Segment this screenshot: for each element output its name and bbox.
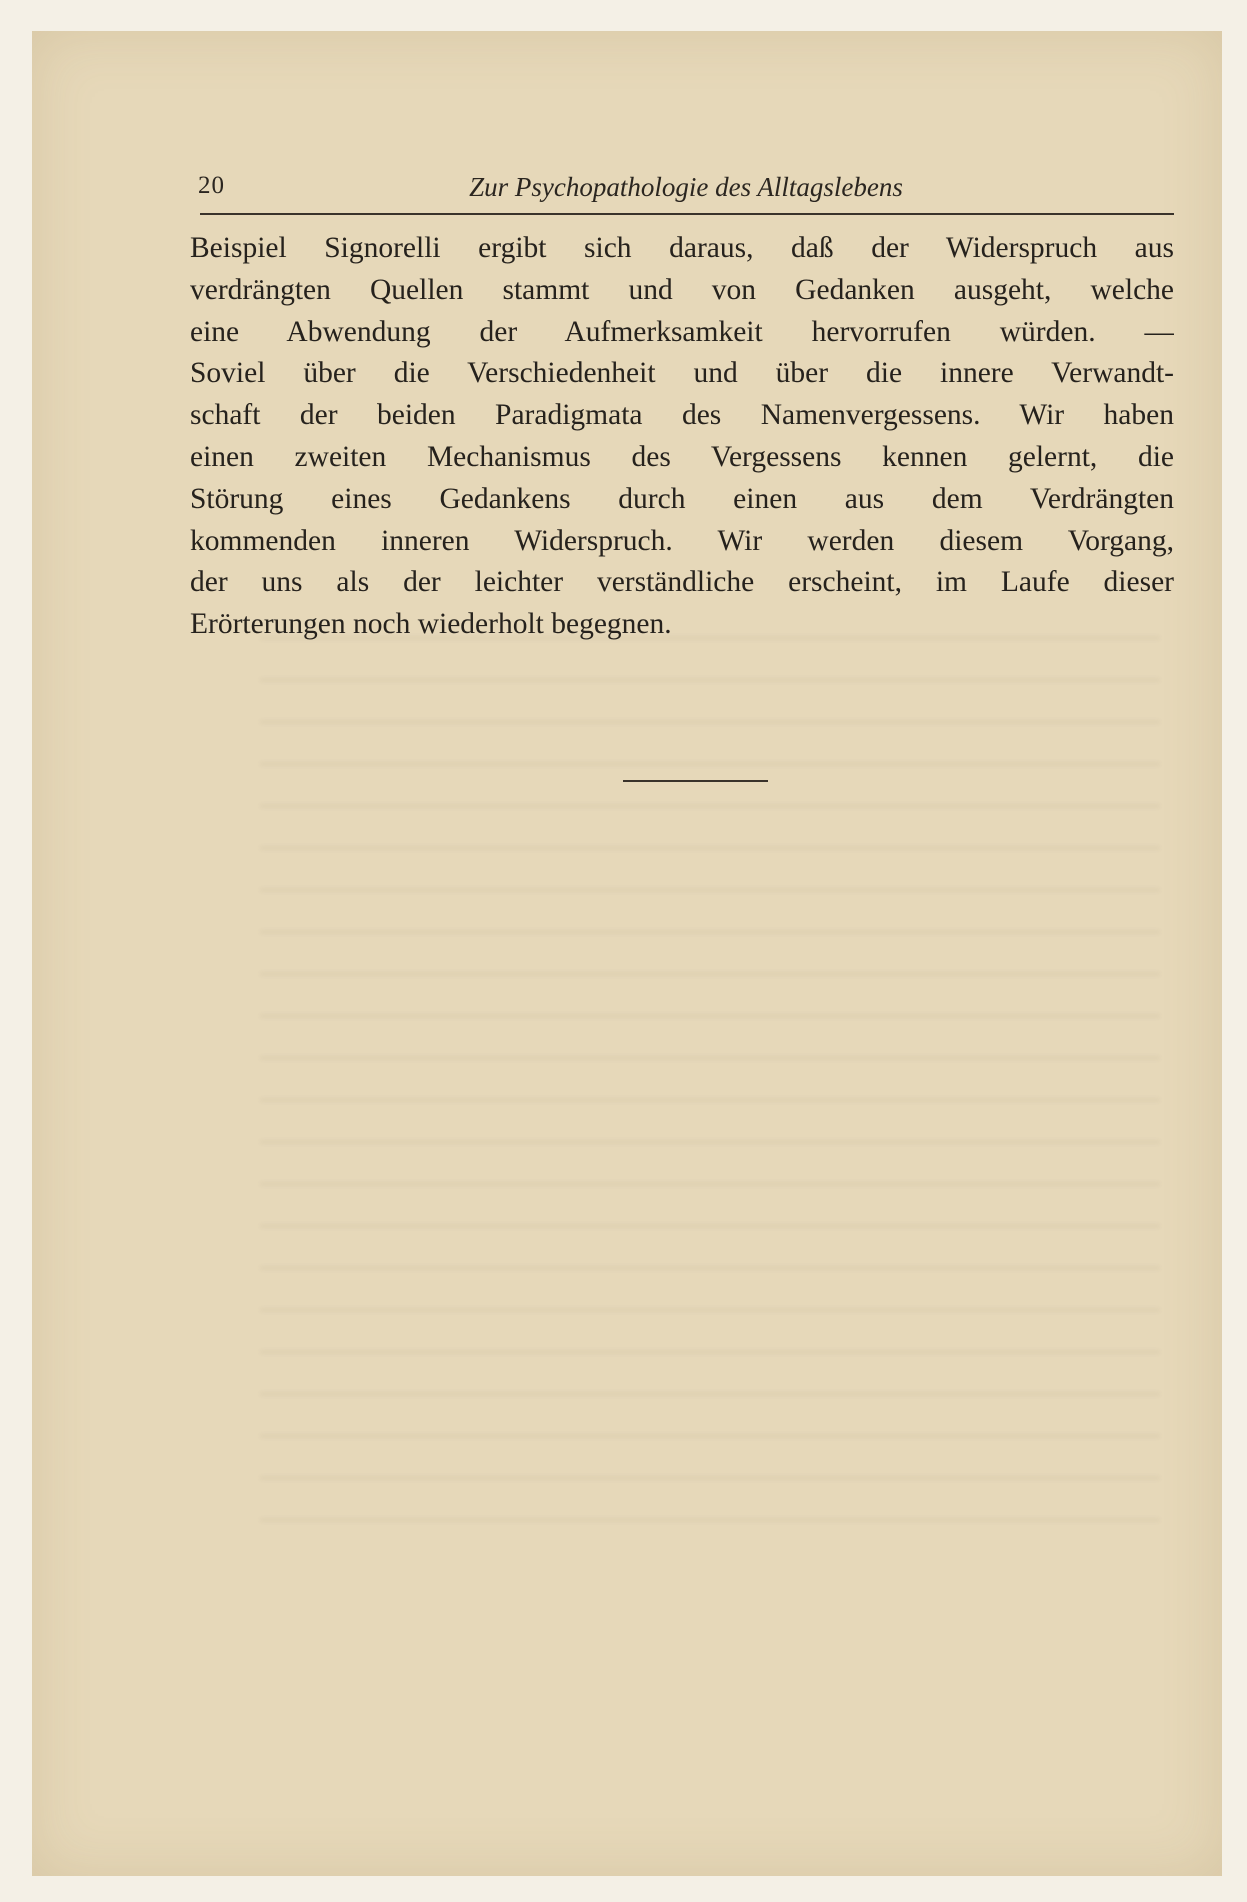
header-rule xyxy=(200,213,1174,215)
text-line: der uns als der leichter verständliche erscheint, im Laufe dieser xyxy=(190,566,1174,599)
bleed-through-texture xyxy=(260,610,1160,1550)
text-line: eine Abwendung der Aufmerksamkeit hervorrufen würden. — xyxy=(190,315,1174,348)
text-line: schaft der beiden Paradigmata des Namenvergessens. Wir haben xyxy=(190,399,1174,432)
text-line: kommenden inneren Widerspruch. Wir werden diesem Vorgang, xyxy=(190,524,1174,557)
page-number: 20 xyxy=(198,172,225,199)
section-end-rule xyxy=(623,780,768,782)
text-line: Beispiel Signorelli ergibt sich daraus, daß der Widerspruch aus xyxy=(190,232,1174,264)
text-line: Erörterungen noch wiederholt begegnen. xyxy=(190,608,672,641)
text-line: verdrängten Quellen stammt und von Gedanken ausgeht, welche xyxy=(190,273,1174,306)
text-line: Soviel über die Verschiedenheit und über die innere Verwandt- xyxy=(190,357,1174,390)
body-paragraph xyxy=(190,228,1174,646)
running-title: Zur Psychopathologie des Alltagslebens xyxy=(469,172,903,202)
text-line: einen zweiten Mechanismus des Vergessens kennen gelernt, die xyxy=(190,440,1174,473)
text-line: Störung eines Gedankens durch einen aus dem Verdrängten xyxy=(190,482,1174,515)
page-header xyxy=(198,168,1174,212)
